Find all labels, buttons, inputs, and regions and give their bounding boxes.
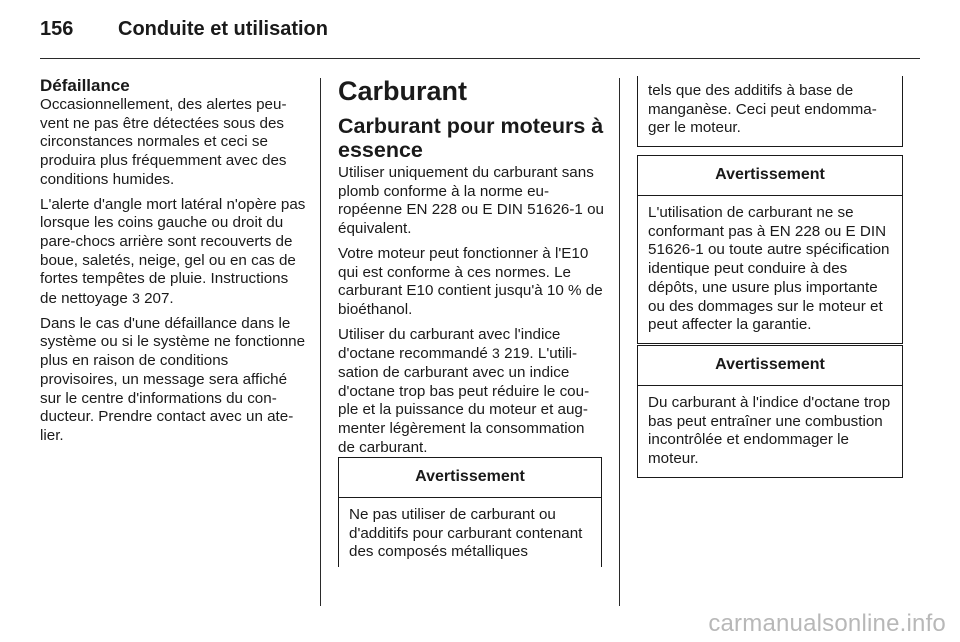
paragraph: Votre moteur peut fonctionner à l'E10 qui est conforme à ces normes. Le carburant E10 contient jusqu'à 10 % de bioéthanol. (338, 244, 603, 318)
paragraph: Utiliser uniquement du carburant sans plomb conforme à la norme européenne EN 228 ou E DIN 51626-1 ou équivalent. (338, 164, 604, 238)
reference-arrow-icon: 3 (492, 345, 500, 362)
paragraph-text: Utiliser du carburant avec l'indice d'octane recommandé (338, 325, 561, 363)
warning-box (338, 457, 602, 567)
reference-arrow-icon: 3 (132, 290, 140, 307)
heading-carburant: Carburant (338, 76, 468, 106)
paragraph (338, 326, 604, 458)
paragraph (40, 196, 306, 309)
warning-text: Ne pas utiliser de carburant ou d'additifs pour carburant contenant des composés métalliques (349, 506, 583, 561)
column-2 (338, 76, 604, 464)
subheading-essence: Carburant pour moteurs à essence (338, 114, 604, 162)
warning-title: Avertissement (638, 156, 902, 196)
header-divider (40, 58, 920, 59)
page-reference-link[interactable]: 219. (504, 345, 534, 363)
warning-box-continued (637, 76, 903, 147)
warning-text: tels que des additifs à base de manganèse. Ceci peut endommager le moteur. (648, 82, 877, 137)
watermark: carmanualsonline.info (708, 610, 946, 637)
column-1 (40, 76, 306, 452)
page-reference-link[interactable]: 207. (144, 290, 174, 308)
paragraph: Occasionnellement, des alertes peuvent ne pas être détectées sous des circonstances normales et ceci se produira plus fréquemment avec des conditions humides. (40, 96, 287, 188)
page-title: Conduite et utilisation (118, 18, 328, 40)
warning-text: Du carburant à l'indice d'octane trop bas peut entraîner une combustion incontrôlée et endommager le moteur. (648, 394, 891, 468)
paragraph-text: L'alerte d'angle mort latéral n'opère pas lorsque les coins gauche ou droit du pare-chocs arrière sont recouverts de boue, saletés, neige, gel ou en cas de fortes tempêtes de pluie. Instructions de nettoyage (40, 195, 306, 308)
paragraph: Dans le cas d'une défaillance dans le système ou si le système ne fonctionne plus en raison de conditions provisoires, un message sera affiché sur le centre d'informations du conducteur. Prendre contact avec un atelier. (40, 314, 306, 444)
section-title-defaillance: Défaillance (40, 76, 130, 95)
warning-title: Avertissement (339, 458, 601, 498)
column-divider-1 (320, 78, 321, 606)
paragraph-text: L'utilisation de carburant avec un indice d'octane trop bas peut réduire le couple et la puissance du moteur et augmenter légèrement la consommation de carburant. (338, 345, 590, 456)
page-header (40, 18, 920, 46)
warning-box (637, 345, 903, 478)
warning-box (637, 155, 903, 344)
warning-title: Avertissement (638, 346, 902, 386)
page-number: 156 (40, 18, 74, 40)
column-divider-2 (619, 78, 620, 606)
warning-text: L'utilisation de carburant ne se conformant pas à EN 228 ou E DIN 51626-1 ou toute autre spécification identique peut conduire à des dépôts, une usure plus importante ou des dommages sur le moteur et peut affecter la garantie. (648, 204, 890, 334)
